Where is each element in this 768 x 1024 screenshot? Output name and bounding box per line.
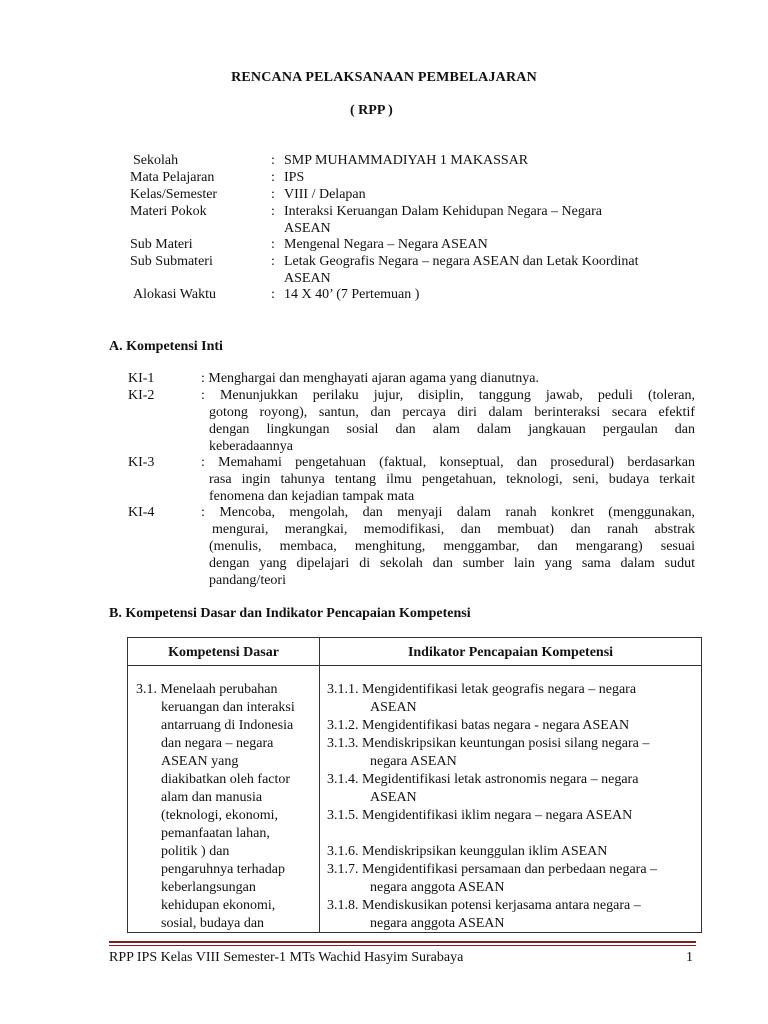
identity-row-kelas [0, 186, 768, 203]
indicator-item [327, 861, 699, 897]
indicator-text-cont: negara ASEAN [370, 754, 457, 769]
identity-row-waktu [0, 286, 768, 303]
identity-label: Sekolah [133, 153, 179, 168]
identity-value: IPS [284, 170, 305, 185]
ki-line: fenomena dan kejadian tampak mata [209, 489, 415, 504]
indicator-item [327, 717, 699, 735]
indicator-text: 3.1.4. Megidentifikasi letak astronomis negara – negara [327, 772, 639, 787]
identity-colon: : [271, 254, 275, 269]
indicator-item [327, 681, 699, 717]
identity-row-mapel [0, 169, 768, 186]
indicator-text: 3.1.3. Mendiskripsikan keuntungan posisi silang negara – [327, 736, 650, 751]
kd-line: alam dan manusia [161, 790, 263, 805]
ki-text [201, 504, 695, 589]
ki-code: KI-2 [128, 388, 155, 403]
kd-line: pemanfaatan lahan, [161, 826, 270, 841]
ki-line: mengurai, merangkai, memodifikasi, dan membuat) dan ranah abstrak [212, 522, 695, 537]
identity-value: Mengenal Negara – Negara ASEAN [284, 237, 488, 252]
identity-colon: : [271, 187, 275, 202]
footer-rule-thin [109, 945, 696, 946]
kd-line: dan negara – negara [161, 736, 274, 751]
ki-line: : Mencoba, mengolah, dan menyaji dalam ranah konkret (menggunakan, [201, 505, 695, 520]
indicator-cell [327, 681, 699, 933]
indicator-item [327, 807, 699, 825]
identity-value: 14 X 40’ (7 Pertemuan ) [284, 287, 420, 302]
ki-line: (menulis, membaca, menghitung, menggambar, dan mengarang) sesuai [209, 539, 695, 554]
indicator-text: 3.1.8. Mendiskusikan potensi kerjasama antara negara – [327, 898, 641, 913]
identity-colon: : [271, 204, 275, 219]
identity-colon: : [271, 170, 275, 185]
page-subtitle: ( RPP ) [350, 103, 393, 118]
kd-line: 3.1. Menelaah perubahan [136, 682, 278, 697]
identity-colon: : [271, 287, 275, 302]
kd-line: ASEAN yang [161, 754, 239, 769]
page-number: 1 [686, 950, 693, 965]
ki-line: keberadaannya [209, 439, 293, 454]
indicator-item [327, 735, 699, 771]
indicator-text-cont: negara anggota ASEAN [370, 880, 505, 895]
identity-label: Alokasi Waktu [133, 287, 216, 302]
ki-code: KI-4 [128, 505, 155, 520]
identity-label: Mata Pelajaran [130, 170, 215, 185]
kd-line: sosial, budaya dan [161, 916, 265, 931]
indicator-spacer [327, 825, 699, 843]
table-header-indicator: Indikator Pencapaian Kompetensi [407, 645, 614, 660]
ki-line: pandang/teori [209, 573, 286, 588]
identity-label: Sub Materi [130, 237, 193, 252]
identity-value-cont: ASEAN [284, 221, 331, 236]
page-title: RENCANA PELAKSANAAN PEMBELAJARAN [231, 70, 537, 85]
identity-value-cont: ASEAN [284, 271, 331, 286]
table-header-divider [128, 665, 701, 666]
ki-text [201, 454, 695, 505]
kd-line: diakibatkan oleh factor [161, 772, 291, 787]
table-header-kd: Kompetensi Dasar [168, 645, 279, 660]
identity-label: Kelas/Semester [130, 187, 218, 202]
identity-value: VIII / Delapan [284, 187, 366, 202]
identity-value: Interaksi Keruangan Dalam Kehidupan Negara – Negara [284, 204, 602, 219]
identity-row-subsub [0, 253, 768, 287]
ki-line: rasa ingin tahunya tentang ilmu pengetahuan, teknologi, seni, budaya terkait [209, 472, 695, 487]
indicator-text: 3.1.1. Mengidentifikasi letak geografis negara – negara [327, 682, 637, 697]
indicator-item [327, 771, 699, 807]
kd-line: politik ) dan [161, 844, 230, 859]
kd-indicator-table [127, 637, 702, 933]
footer-text: RPP IPS Kelas VIII Semester-1 MTs Wachid Hasyim Surabaya [109, 950, 464, 965]
ki-line: gotong royong), santun, dan percaya diri dalam berinteraksi secara efektif [209, 405, 695, 420]
footer-rule-thick [109, 941, 696, 943]
section-heading-b: B. Kompetensi Dasar dan Indikator Pencapaian Kompetensi [109, 606, 471, 621]
ki-line: dengan lingkungan sosial dan alam dalam jangkauan pergaulan dan [209, 422, 695, 437]
kd-line: kehidupan ekonomi, [161, 898, 276, 913]
ki-line: : Memahami pengetahuan (faktual, konseptual, dan prosedural) berdasarkan [201, 455, 695, 470]
kd-line: keruangan dan interaksi [161, 700, 295, 715]
identity-label: Sub Submateri [130, 254, 213, 269]
identity-label: Materi Pokok [130, 204, 207, 219]
indicator-text: 3.1.2. Mengidentifikasi batas negara - negara ASEAN [327, 718, 630, 733]
indicator-item [327, 843, 699, 861]
indicator-text-cont: ASEAN [370, 790, 417, 805]
kd-line: antarruang di Indonesia [161, 718, 294, 733]
kd-line: (teknologi, ekonomi, [161, 808, 279, 823]
identity-colon: : [271, 153, 275, 168]
kd-line: pengaruhnya terhadap [161, 862, 285, 877]
identity-value: Letak Geografis Negara – negara ASEAN dan Letak Koordinat [284, 254, 639, 269]
ki-text [201, 387, 695, 455]
indicator-item [327, 897, 699, 933]
ki-line: : Menghargai dan menghayati ajaran agama yang dianutnya. [201, 371, 539, 386]
indicator-text: 3.1.5. Mengidentifikasi iklim negara – negara ASEAN [327, 808, 633, 823]
indicator-text-cont: ASEAN [370, 700, 417, 715]
indicator-text: 3.1.7. Mengidentifikasi persamaan dan perbedaan negara – [327, 862, 658, 877]
identity-row-sekolah [0, 152, 768, 169]
kd-cell [136, 681, 318, 933]
section-heading-a: A. Kompetensi Inti [109, 339, 223, 354]
identity-colon: : [271, 237, 275, 252]
table-column-divider [319, 638, 320, 932]
indicator-text-cont: negara anggota ASEAN [370, 916, 505, 931]
identity-row-materi [0, 203, 768, 237]
kd-line: keberlangsungan [161, 880, 256, 895]
ki-line: dengan yang dipelajari di sekolah dan sumber lain yang sama dalam sudut [209, 556, 695, 571]
ki-line: : Menunjukkan perilaku jujur, disiplin, tanggung jawab, peduli (toleran, [201, 388, 695, 403]
indicator-text: 3.1.6. Mendiskripsikan keunggulan iklim ASEAN [327, 844, 608, 859]
ki-code: KI-3 [128, 455, 155, 470]
identity-value: SMP MUHAMMADIYAH 1 MAKASSAR [284, 153, 529, 168]
ki-code: KI-1 [128, 371, 155, 386]
identity-row-sub [0, 236, 768, 253]
ki-text [201, 370, 695, 387]
